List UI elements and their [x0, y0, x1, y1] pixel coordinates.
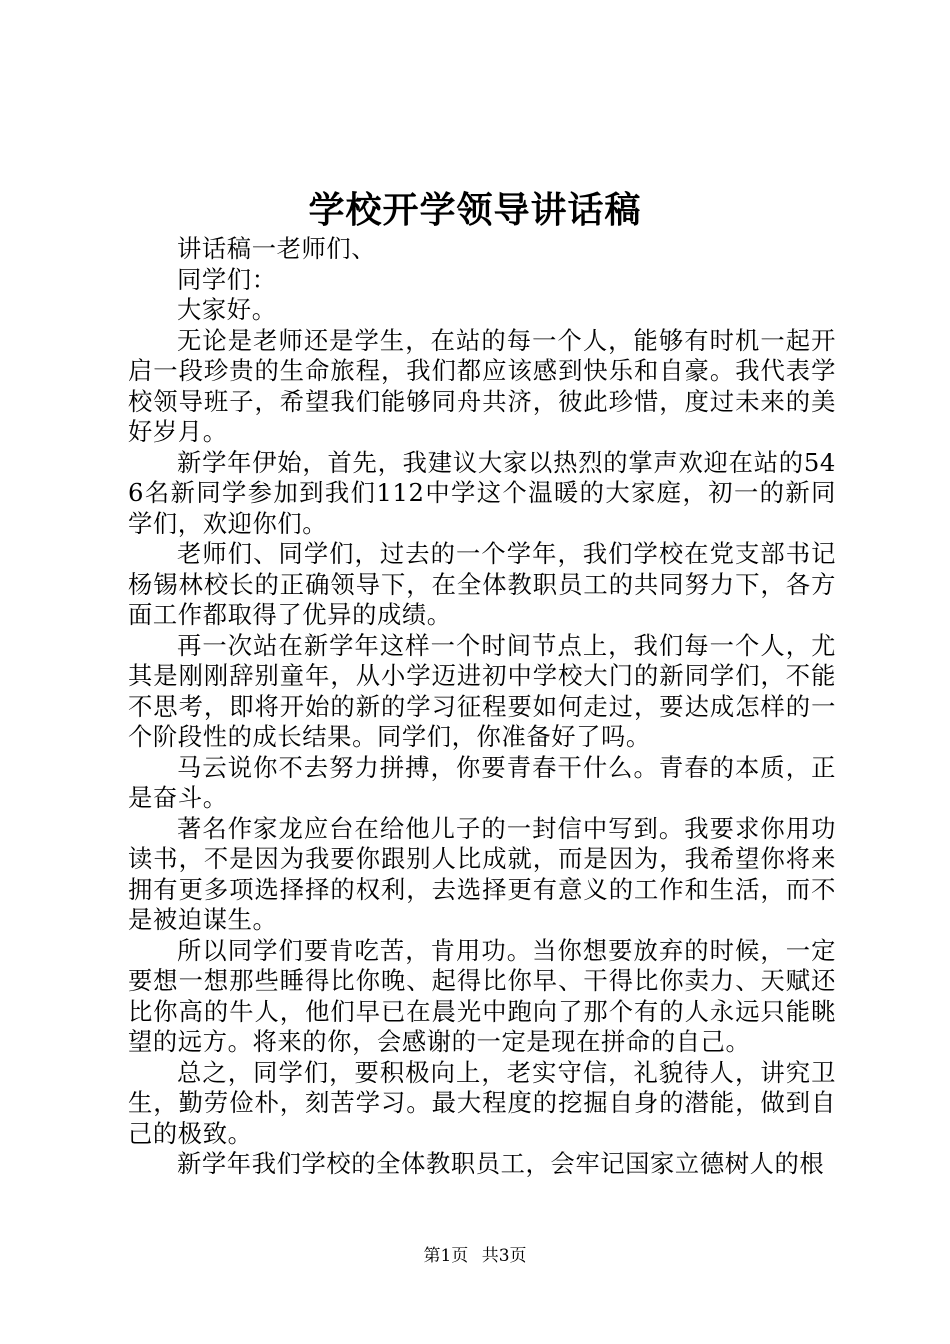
paragraph: 无论是老师还是学生，在站的每一个人，能够有时机一起开启一段珍贵的生命旅程，我们都应该感到快乐和自豪。我代表学校领导班子，希望我们能够同舟共济，彼此珍惜，度过未来的美好岁月。: [128, 325, 836, 446]
page-number-current: 第1页: [423, 1246, 469, 1266]
paragraph: 总之，同学们，要积极向上，老实守信，礼貌待人，讲究卫生，勤劳俭朴，刻苦学习。最大程度的挖掘自身的潜能，做到自己的极致。: [128, 1057, 836, 1148]
paragraph-greeting-2: 同学们：: [177, 264, 277, 294]
paragraph: 新学年我们学校的全体教职员工，会牢记国家立德树人的根: [177, 1149, 825, 1178]
paragraph: 再一次站在新学年这样一个时间节点上，我们每一个人，尤其是刚刚辞别童年，从小学迈进初中学校大门的新同学们，不能不思考，即将开始的新的学习征程要如何走过，要达成怎样的一个阶段性的成长结果。同学们，你准备好了吗。: [128, 630, 836, 751]
document-body: [128, 234, 836, 1180]
paragraph-greeting-1: 讲话稿一老师们、: [177, 234, 377, 263]
document-title: 学校开学领导讲话稿: [308, 189, 642, 231]
paragraph-greeting-3: 大家好。: [177, 295, 277, 324]
paragraph: 老师们、同学们，过去的一个学年，我们学校在党支部书记杨锡林校长的正确领导下，在全体教职员工的共同努力下，各方面工作都取得了优异的成绩。: [128, 539, 836, 629]
paragraph: 所以同学们要肯吃苦，肯用功。当你想要放弃的时候，一定要想一想那些睡得比你晚、起得比你早、干得比你卖力、天赋还比你高的牛人，他们早已在晨光中跑向了那个有的人永远只能眺望的远方。将来的你，会感谢的一定是现在拼命的自己。: [128, 935, 836, 1056]
paragraph: 著名作家龙应台在给他儿子的一封信中写到。我要求你用功读书，不是因为我要你跟别人比成就，而是因为，我希望你将来拥有更多项选择择的权利，去选择更有意义的工作和生活，而不是被迫谋生。: [128, 813, 836, 934]
paragraph: 新学年伊始，首先，我建议大家以热烈的掌声欢迎在站的546名新同学参加到我们112中学这个温暖的大家庭，初一的新同学们，欢迎你们。: [128, 447, 836, 538]
page-footer: [0, 1245, 950, 1267]
page-number-total: 共3页: [481, 1246, 527, 1266]
paragraph: 马云说你不去努力拼搏，你要青春干什么。青春的本质，正是奋斗。: [128, 752, 836, 812]
